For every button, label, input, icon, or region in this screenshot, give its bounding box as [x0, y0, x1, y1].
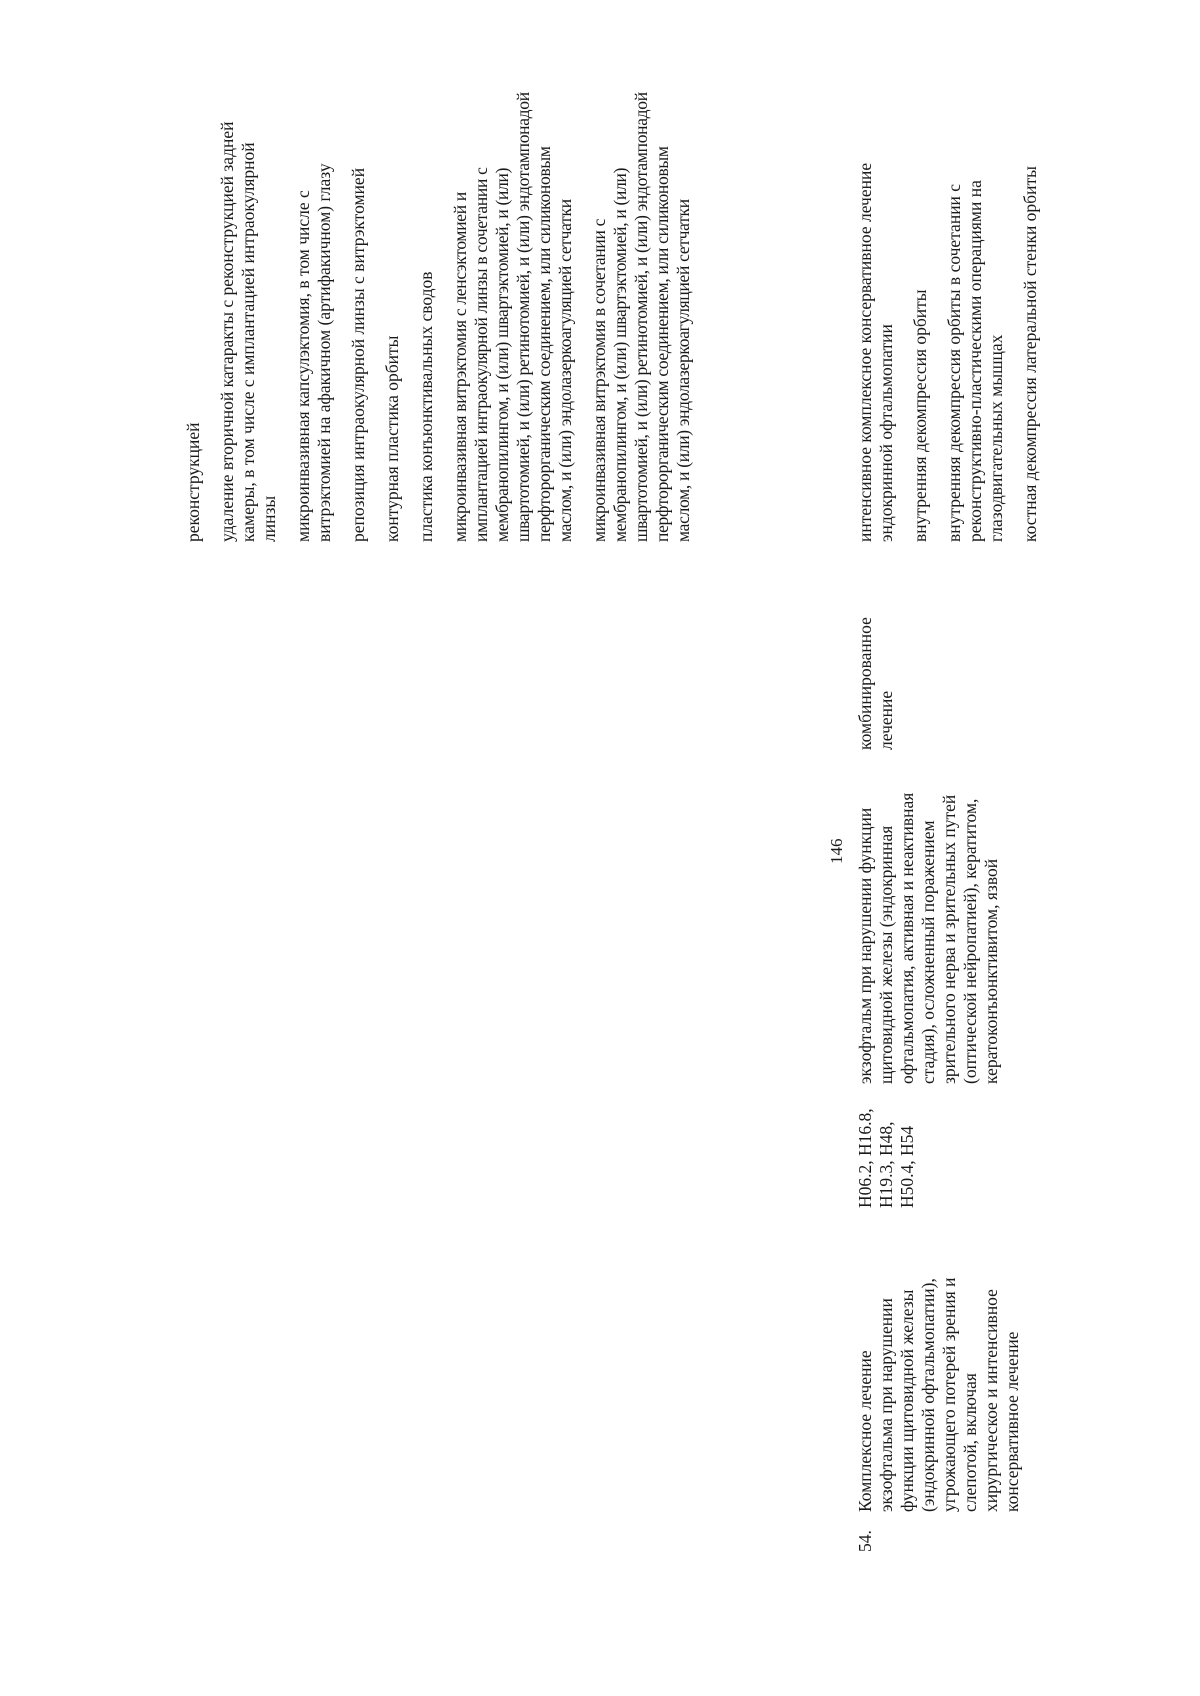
- procedure-item: микроинвазивная витрэктомия с ленсэктомией и имплантацией интраокулярной линзы в сочетании с мембранопилингом, и (или) швартэктомией, и (или) швартотомией, и (или) ретинотомией, и (или) эндотампонадой перфторорганическим соединением, или силиконовым маслом, и (или) эндолазеркоагуляцией сетчатки: [450, 92, 575, 542]
- row-number: 54.: [855, 1530, 875, 1552]
- continuation-procedures: [183, 92, 707, 542]
- method-item: внутренняя декомпрессия орбиты: [910, 289, 930, 542]
- procedure-item: микроинвазивная витрэктомия в сочетании с мембранопилингом, и (или) швартэктомией, и (или) швартотомией, и (или) ретинотомией, и (или) эндотампонадой перфторорганическим соединением, или силиконовым маслом, и (или) эндолазеркоагуляцией сетчатки: [589, 92, 693, 542]
- procedure-item: микроинвазивная капсулэктомия, в том числе с витрэктомией на афакичном (артифакичном) глазу: [293, 163, 334, 542]
- row-methods: [855, 92, 1054, 542]
- procedure-item: реконструкцией: [183, 422, 203, 542]
- method-item: костная декомпрессия латеральной стенки орбиты: [1020, 166, 1040, 542]
- method-item: внутренняя декомпрессия орбиты в сочетании с реконструктивно-пластическими операциями на глазодвигательных мышцах: [944, 180, 1006, 542]
- procedure-item: репозиция интраокулярной линзы с витрэктомией: [348, 167, 368, 542]
- procedure-item: контурная пластика орбиты: [382, 335, 402, 542]
- row-patient-model: экзофтальм при нарушении функции щитовидной железы (эндокринная офтальмопатия, активная и неактивная стадия), осложненный поражением зрительного нерва и зрительных путей (оптической нейропатией), кератитом, кератоконъюнктивитом, язвой: [855, 792, 1001, 1084]
- row-name: Комплексное лечение экзофтальма при нарушении функции щитовидной железы (эндокринной офтальмопатии), угрожающего потерей зрения и слепотой, включая хирургическое и интенсивное консервативное лечение: [855, 1277, 1022, 1512]
- page-number: 146: [827, 838, 846, 864]
- procedure-item: удаление вторичной катаракты с реконструкцией задней камеры, в том числе с имплантацией интраокулярной линзы: [217, 121, 279, 542]
- method-item: интенсивное комплексное консервативное лечение эндокринной офтальмопатии: [855, 162, 896, 542]
- row-codes: H06.2, H16.8, H19.3, H48, H50.4, H54: [855, 1108, 917, 1208]
- row-treatment-type: комбинированное лечение: [855, 617, 896, 750]
- procedure-item: пластика конъюнктивальных сводов: [416, 271, 436, 542]
